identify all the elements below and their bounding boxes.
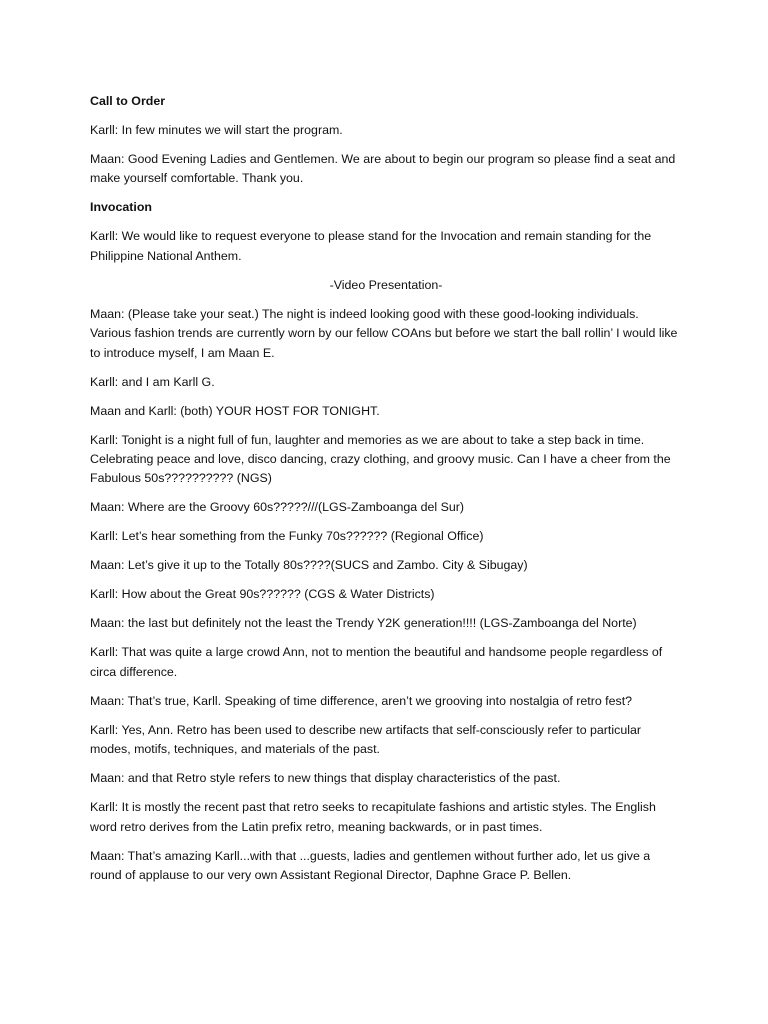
dialogue-line: Maan: Let’s give it up to the Totally 80s????(SUCS and Zambo. City & Sibugay) [90, 558, 528, 573]
stage-direction: -Video Presentation- [329, 277, 443, 292]
dialogue-line: Karll: Yes, Ann. Retro has been used to describe new artifacts that self-consciously refer to particular modes, motifs, techniques, and materials of the past. [90, 722, 641, 757]
dialogue-line: Maan: the last but definitely not the least the Trendy Y2K generation!!!! (LGS-Zamboanga del Norte) [90, 616, 637, 631]
dialogue-line: Maan: and that Retro style refers to new things that display characteristics of the past. [90, 771, 561, 786]
dialogue-line: Maan: That’s true, Karll. Speaking of time difference, aren’t we grooving into nostalgia of retro fest? [90, 693, 633, 708]
dialogue-line: Karll: We would like to request everyone to please stand for the Invocation and remain standing for the Philippine National Anthem. [90, 229, 652, 263]
dialogue-line: Karll: That was quite a large crowd Ann, not to mention the beautiful and handsome people regardless of circa difference. [90, 645, 663, 679]
dialogue-line: Maan: Good Evening Ladies and Gentlemen. We are about to begin our program so please find a seat and make yourself comfortable. Thank you. [90, 152, 676, 186]
dialogue-line: Karll: Tonight is a night full of fun, laughter and memories as we are about to take a step back in time. Celebrating peace and love, disco dancing, crazy clothing, and groovy music. Can I have a cheer from the Fabulous 50s?????????? (NGS) [90, 432, 671, 486]
dialogue-line: Maan: Where are the Groovy 60s?????///(LGS-Zamboanga del Sur) [90, 500, 464, 515]
dialogue-line: Maan: That’s amazing Karll...with that ...guests, ladies and gentlemen without further ado, let us give a round of applause to our very own Assistant Regional Director, Daphne Grace P. Bellen. [90, 848, 651, 883]
dialogue-line: Karll: and I am Karll G. [90, 374, 215, 389]
dialogue-line: Karll: In few minutes we will start the program. [90, 123, 343, 137]
dialogue-line: Karll: How about the Great 90s?????? (CGS & Water Districts) [90, 587, 435, 602]
section-heading-call-to-order: Call to Order [90, 94, 166, 108]
dialogue-line: Maan and Karll: (both) YOUR HOST FOR TONIGHT. [90, 403, 380, 418]
dialogue-line: Maan: (Please take your seat.) The night is indeed looking good with these good-looking individuals. Various fashion trends are currently worn by our fellow COAns but before we start the ball rollin’ I would like to introduce myself, I am Maan E. [90, 306, 678, 360]
dialogue-line: Karll: It is mostly the recent past that retro seeks to recapitulate fashions and artistic styles. The English word retro derives from the Latin prefix retro, meaning backwards, or in past times. [90, 800, 656, 834]
script-text [90, 92, 682, 895]
section-heading-invocation: Invocation [90, 200, 152, 215]
dialogue-line: Karll: Let’s hear something from the Funky 70s?????? (Regional Office) [90, 529, 484, 544]
